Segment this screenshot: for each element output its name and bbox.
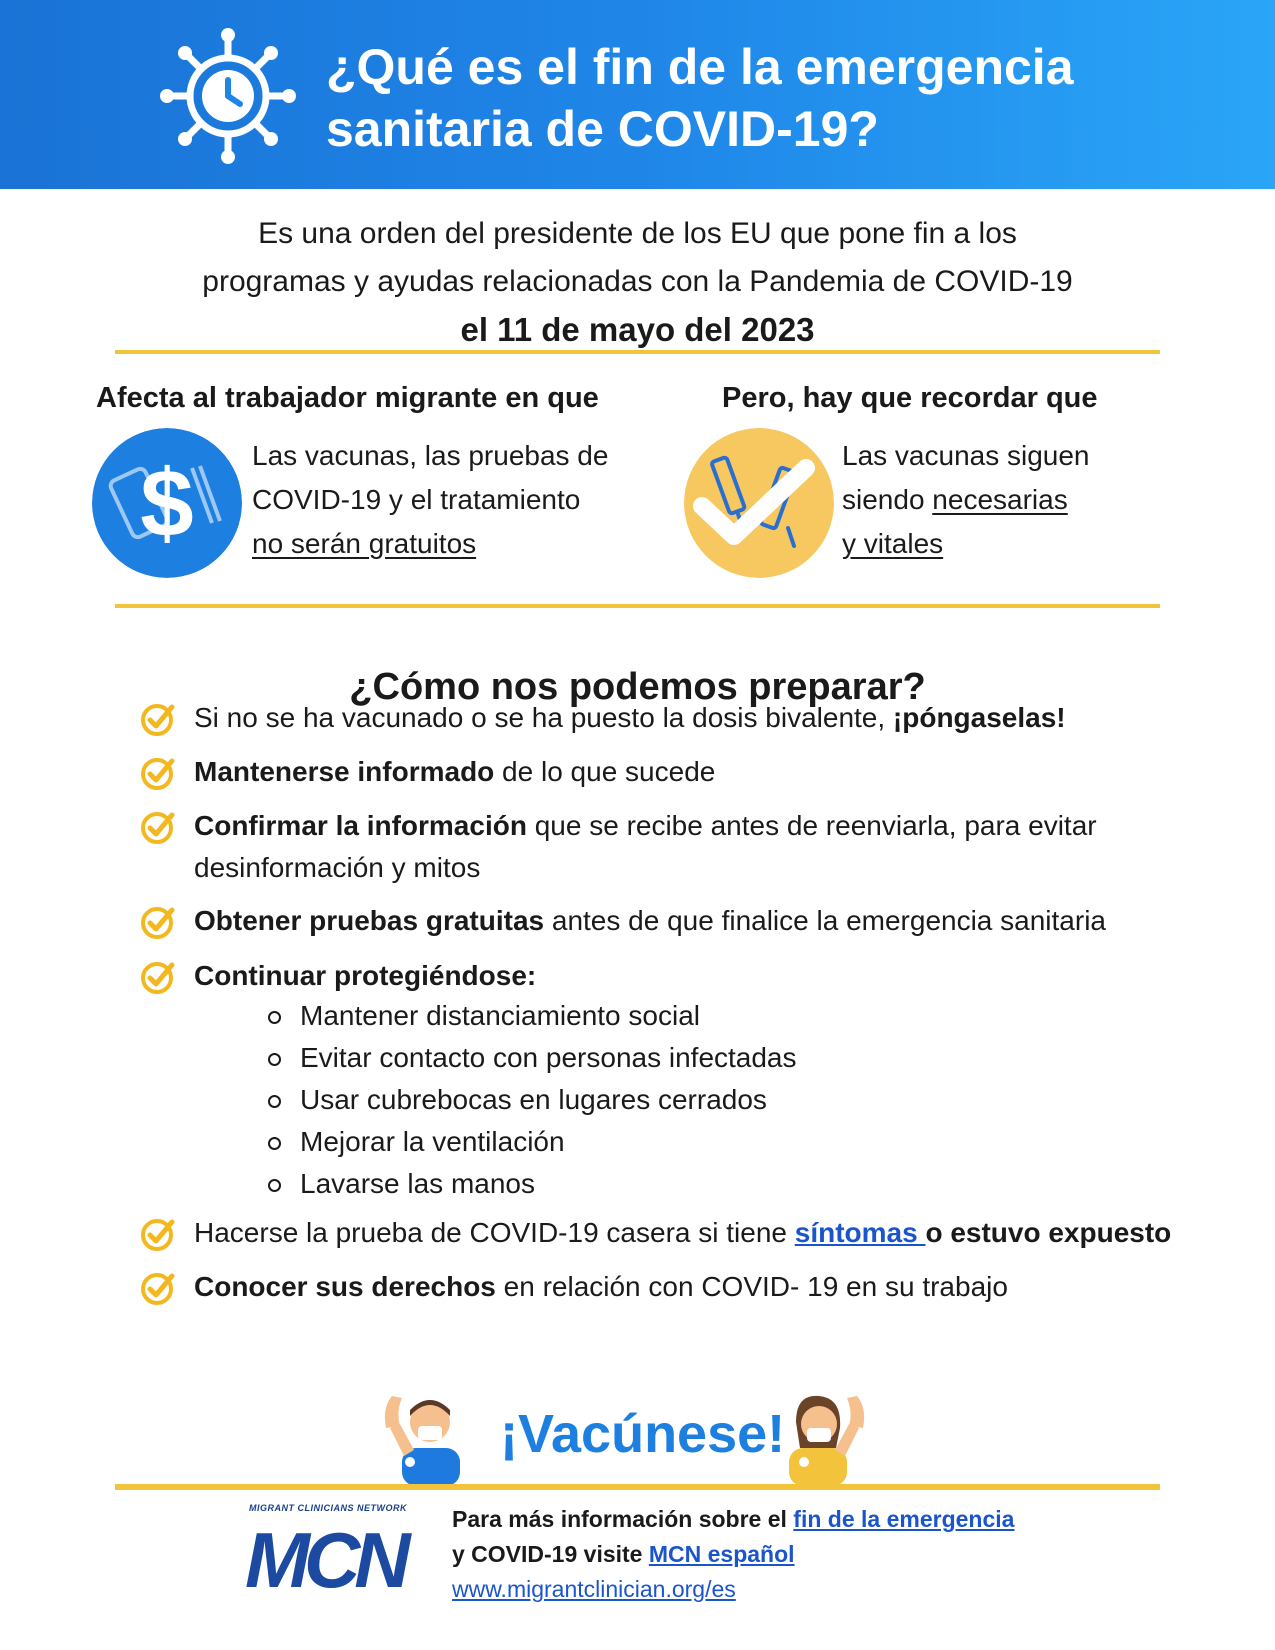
item-text: que se recibe antes de reenviarla, para evitar: [526, 810, 1097, 841]
list-item: [140, 1266, 1220, 1308]
right-title: Pero, hay que recordar que: [722, 382, 1098, 414]
dollar-vaccine-icon: [92, 428, 242, 578]
list-item: [140, 805, 1220, 889]
check-circle-icon: [140, 755, 176, 791]
svg-text:$: $: [140, 450, 194, 557]
title-line-2: sanitaria de COVID-19?: [326, 101, 879, 157]
right-text-prefix: siendo: [842, 484, 933, 515]
intro-line-2: programas y ayudas relacionadas con la Pandemia de COVID-19: [202, 265, 1073, 298]
check-circle-icon: [140, 904, 176, 940]
right-text: [842, 434, 1090, 566]
org-name: MIGRANT CLINICIANS NETWORK: [249, 1503, 407, 1513]
left-text-line-2: COVID-19 y el tratamiento: [252, 484, 581, 515]
header-banner: [0, 0, 1275, 189]
item-bold: Confirmar la información: [194, 810, 527, 841]
intro-block: [100, 210, 1175, 354]
sub-list-item: Usar cubrebocas en lugares cerrados: [268, 1079, 797, 1121]
intro-line-1: Es una orden del presidente de los EU que pone fin a los: [258, 217, 1017, 250]
right-text-underlined-2: y vitales: [842, 528, 944, 559]
sub-list-item: Mejorar la ventilación: [268, 1121, 797, 1163]
list-item: [140, 697, 1220, 739]
item-bold: o estuvo expuesto: [925, 1217, 1172, 1248]
divider: [115, 604, 1160, 608]
left-text: [252, 434, 608, 566]
emergency-end-link[interactable]: fin de la emergencia: [793, 1506, 1015, 1532]
vaccinated-woman-icon: [774, 1388, 869, 1486]
org-logo-text: MCN: [245, 1516, 405, 1604]
sub-list-item: Evitar contacto con personas infectadas: [268, 1037, 797, 1079]
item-bold: Continuar protegiéndose:: [194, 960, 537, 991]
footer-line-2: y COVID-19 visite: [452, 1541, 649, 1567]
divider: [115, 350, 1160, 354]
page-title: [326, 36, 1226, 160]
item-text-2: desinformación y mitos: [194, 852, 481, 883]
check-circle-icon: [140, 959, 176, 995]
sub-list: [268, 995, 797, 1205]
title-line-1: ¿Qué es el fin de la emergencia: [326, 39, 1074, 95]
item-bold: Obtener pruebas gratuitas: [194, 905, 545, 936]
item-bold: ¡póngaselas!: [892, 702, 1066, 733]
sub-list-item: Lavarse las manos: [268, 1163, 797, 1205]
symptoms-link[interactable]: síntomas: [794, 1217, 926, 1248]
list-item: [140, 751, 1220, 793]
left-text-line-1: Las vacunas, las pruebas de: [252, 440, 609, 471]
item-text: de lo que sucede: [494, 756, 716, 787]
item-text: en relación con COVID- 19 en su trabajo: [495, 1271, 1008, 1302]
virus-clock-icon: [158, 26, 298, 166]
check-circle-icon: [140, 1216, 176, 1252]
footer-line-1: Para más información sobre el: [452, 1506, 794, 1532]
list-item: [140, 900, 1220, 942]
right-text-underlined-1: necesarias: [932, 484, 1068, 515]
check-syringes-icon: [684, 428, 834, 578]
left-title: Afecta al trabajador migrante en que: [96, 382, 599, 414]
item-text: antes de que finalice la emergencia sanitaria: [544, 905, 1106, 936]
item-bold: Conocer sus derechos: [194, 1271, 496, 1302]
check-circle-icon: [140, 701, 176, 737]
right-text-line-1: Las vacunas siguen: [842, 440, 1090, 471]
intro-date: el 11 de mayo del 2023: [460, 311, 815, 348]
check-circle-icon: [140, 1270, 176, 1306]
footer-divider: [115, 1484, 1160, 1490]
vaccinate-cta: ¡Vacúnese!: [500, 1404, 786, 1464]
list-item: [140, 1212, 1220, 1254]
left-text-underlined: no serán gratuitos: [252, 528, 477, 559]
footer-info: [452, 1502, 1014, 1607]
item-text: Hacerse la prueba de COVID-19 casera si tiene: [194, 1217, 795, 1248]
website-link[interactable]: www.migrantclinician.org/es: [452, 1576, 736, 1602]
vaccinated-man-icon: [380, 1388, 475, 1486]
item-bold: Mantenerse informado: [194, 756, 495, 787]
sub-list-item: Mantener distanciamiento social: [268, 995, 797, 1037]
prepare-title: ¿Cómo nos podemos preparar?: [349, 666, 926, 708]
mcn-logo[interactable]: [245, 1503, 425, 1623]
item-text: Si no se ha vacunado o se ha puesto la dosis bivalente,: [194, 702, 893, 733]
check-circle-icon: [140, 809, 176, 845]
list-item: [140, 955, 1220, 997]
mcn-spanish-link[interactable]: MCN español: [648, 1541, 795, 1567]
